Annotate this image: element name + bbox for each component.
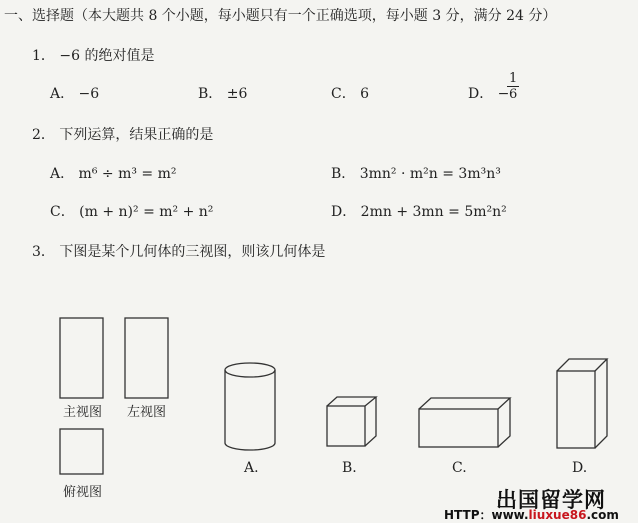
figure-option-b-label: B. — [342, 460, 357, 476]
question-2-option-d: D． 2mn + 3mn = 5m²n² — [331, 204, 507, 220]
question-1-option-a: A． −6 — [50, 86, 100, 102]
question-3-stem: 3． 下图是某个几何体的三视图，则该几何体是 — [32, 244, 326, 260]
question-2-option-a: A． m⁶ ÷ m³ = m² — [50, 166, 177, 182]
fraction-denominator: 6 — [509, 87, 518, 102]
option-a-cylinder-figure — [225, 363, 275, 450]
front-view-label: 主视图 — [63, 405, 103, 420]
left-view-label: 左视图 — [127, 405, 167, 420]
option-d-tall-cuboid-figure — [557, 359, 607, 448]
watermark-site-name: 出国留学网 — [496, 488, 606, 512]
question-1-option-d: D． − — [468, 86, 510, 102]
fraction-numerator: 1 — [509, 71, 518, 86]
left-view-rectangle — [125, 318, 168, 398]
figure-option-d-label: D. — [572, 460, 588, 476]
watermark-url-suffix: .com — [586, 508, 619, 522]
question-1-option-c: C． 6 — [331, 86, 370, 102]
question-1-stem: 1． −6 的绝对值是 — [32, 48, 155, 64]
watermark-url-brand: liuxue86 — [528, 508, 587, 522]
option-b-cube-figure — [327, 397, 376, 446]
option-c-flat-cuboid-figure — [419, 398, 510, 447]
top-view-label: 俯视图 — [63, 485, 103, 500]
figure-option-a-label: A. — [244, 460, 259, 476]
question-2-option-b: B． 3mn² · m²n = 3m³n³ — [331, 166, 501, 182]
figure-option-c-label: C. — [452, 460, 467, 476]
watermark-url — [444, 506, 619, 523]
question-1-option-b: B． ±6 — [198, 86, 248, 102]
watermark-url-prefix: HTTP：www. — [444, 508, 529, 522]
front-view-rectangle — [60, 318, 103, 398]
question-2-option-c: C． (m + n)² = m² + n² — [50, 204, 214, 220]
section-title: 一、选择题（本大题共 8 个小题，每小题只有一个正确选项，每小题 3 分，满分 24 分） — [4, 8, 557, 24]
top-view-square — [60, 429, 103, 474]
question-2-stem: 2． 下列运算，结果正确的是 — [32, 127, 214, 143]
